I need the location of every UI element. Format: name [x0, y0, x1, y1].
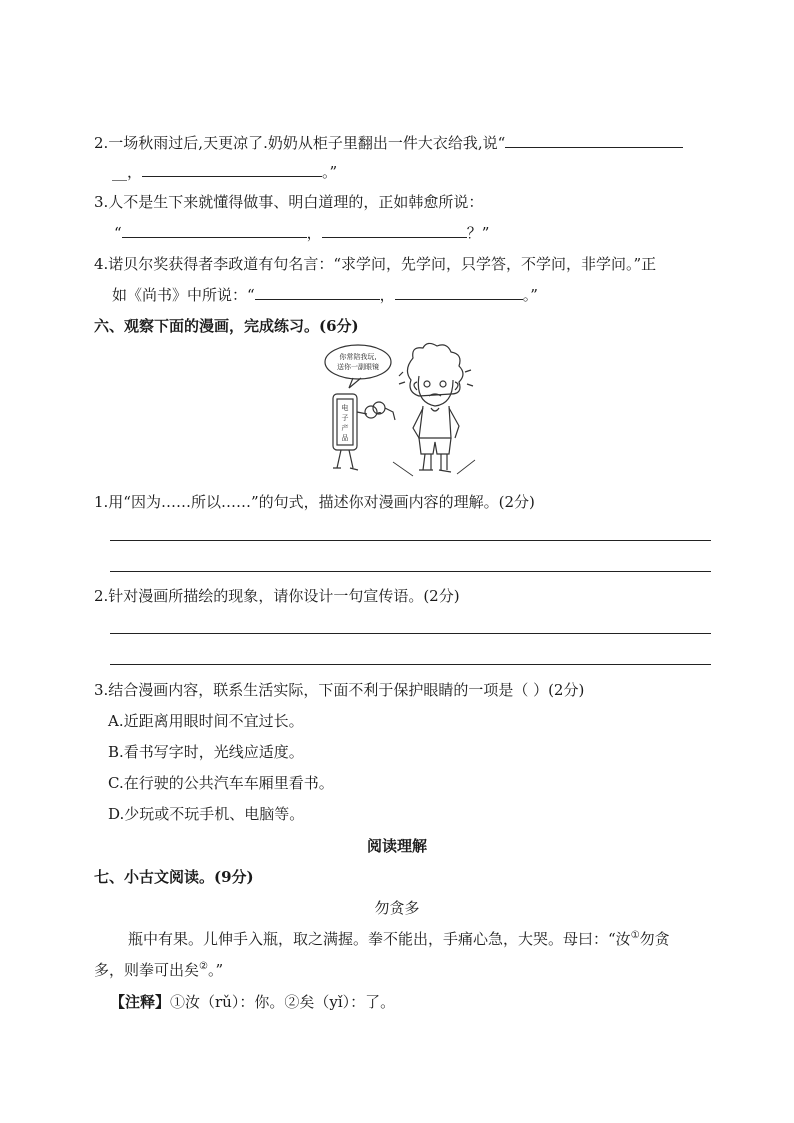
- section-6-question-1: 1.用“因为……所以……”的句式，描述你对漫画内容的理解。(2分): [94, 493, 535, 511]
- quote-end: 。”: [322, 163, 338, 181]
- answer-line[interactable]: [110, 664, 711, 665]
- question-2-line2: [112, 161, 337, 182]
- dash-blank: __: [112, 163, 127, 181]
- answer-line[interactable]: [110, 571, 711, 572]
- question-4-line2: [112, 284, 538, 305]
- quote-end: ？”: [466, 224, 490, 242]
- quote-end: 。”: [522, 286, 538, 304]
- passage-text: 。”: [207, 961, 224, 979]
- passage-text: 瓶中有果。儿伸手入瓶，取之满握。拳不能出，手痛心急，大哭。母曰：“汝: [128, 930, 631, 948]
- section-6-title: 六、观察下面的漫画，完成练习。(6分): [94, 317, 359, 335]
- question-2-line1: [94, 132, 683, 153]
- passage-line-2: [94, 960, 223, 980]
- passage-title: 勿贪多: [374, 899, 420, 917]
- bubble-text-1: 你常陪我玩,: [339, 353, 377, 361]
- question-4-text: 4.诺贝尔奖获得者李政道有句名言：“求学问，先学问，只学答，不学问，非学问。”正: [94, 255, 657, 273]
- answer-blank[interactable]: [255, 284, 380, 300]
- footnote-marker: ①: [630, 930, 640, 941]
- device-label-3: 产: [341, 424, 349, 432]
- option-b[interactable]: B.看书写字时，光线应适度。: [108, 743, 304, 761]
- notes-label: 【注释】: [110, 993, 171, 1011]
- question-3-text: 3.人不是生下来就懂得做事、明白道理的，正如韩愈所说：: [94, 193, 484, 211]
- comma: ，: [379, 286, 395, 304]
- answer-blank[interactable]: [505, 132, 683, 148]
- answer-line[interactable]: [110, 633, 711, 634]
- device-label-1: 电: [341, 404, 349, 412]
- notes-line: [110, 992, 395, 1012]
- answer-blank[interactable]: [322, 222, 467, 238]
- speech-bubble: [325, 345, 391, 379]
- device-label-4: 品: [341, 434, 349, 442]
- option-c[interactable]: C.在行驶的公共汽车车厢里看书。: [108, 774, 334, 792]
- option-d[interactable]: D.少玩或不玩手机、电脑等。: [108, 805, 305, 823]
- passage-line-1: [128, 929, 670, 949]
- quote-open: “: [114, 224, 122, 242]
- notes-text: ①汝（rǔ）：你。②矣（yǐ）：了。: [170, 993, 396, 1011]
- question-3-line2: [114, 222, 489, 243]
- device-label-2: 子: [341, 414, 349, 422]
- option-a[interactable]: A.近距离用眼时间不宜过长。: [108, 712, 304, 730]
- cartoon-svg: [323, 342, 479, 482]
- footnote-marker: ②: [199, 961, 208, 972]
- answer-blank[interactable]: [122, 222, 307, 238]
- section-7-title: 七、小古文阅读。(9分): [94, 868, 254, 886]
- comma: ，: [127, 163, 143, 181]
- reading-heading: 阅读理解: [366, 837, 427, 855]
- question-3-line1: [94, 192, 483, 212]
- bubble-text-2: 送你一副眼镜: [337, 363, 379, 371]
- comma: ，: [306, 224, 322, 242]
- cartoon-illustration: [323, 342, 479, 482]
- passage-text: 勿贪: [639, 930, 670, 948]
- question-4-text-2: 如《尚书》中所说：“: [112, 286, 255, 304]
- question-2-text: 2.一场秋雨过后,天更凉了.奶奶从柜子里翻出一件大衣给我,说“: [94, 134, 506, 152]
- answer-blank[interactable]: [142, 161, 322, 177]
- question-4-line1: [94, 254, 656, 274]
- section-6-question-2: 2.针对漫画所描绘的现象，请你设计一句宣传语。(2分): [94, 587, 460, 605]
- answer-blank[interactable]: [395, 284, 523, 300]
- section-6-question-3: 3.结合漫画内容，联系生活实际，下面不利于保护眼睛的一项是（ ）(2分): [94, 681, 585, 699]
- passage-text: 多，则拳可出矣: [94, 961, 200, 979]
- answer-line[interactable]: [110, 540, 711, 541]
